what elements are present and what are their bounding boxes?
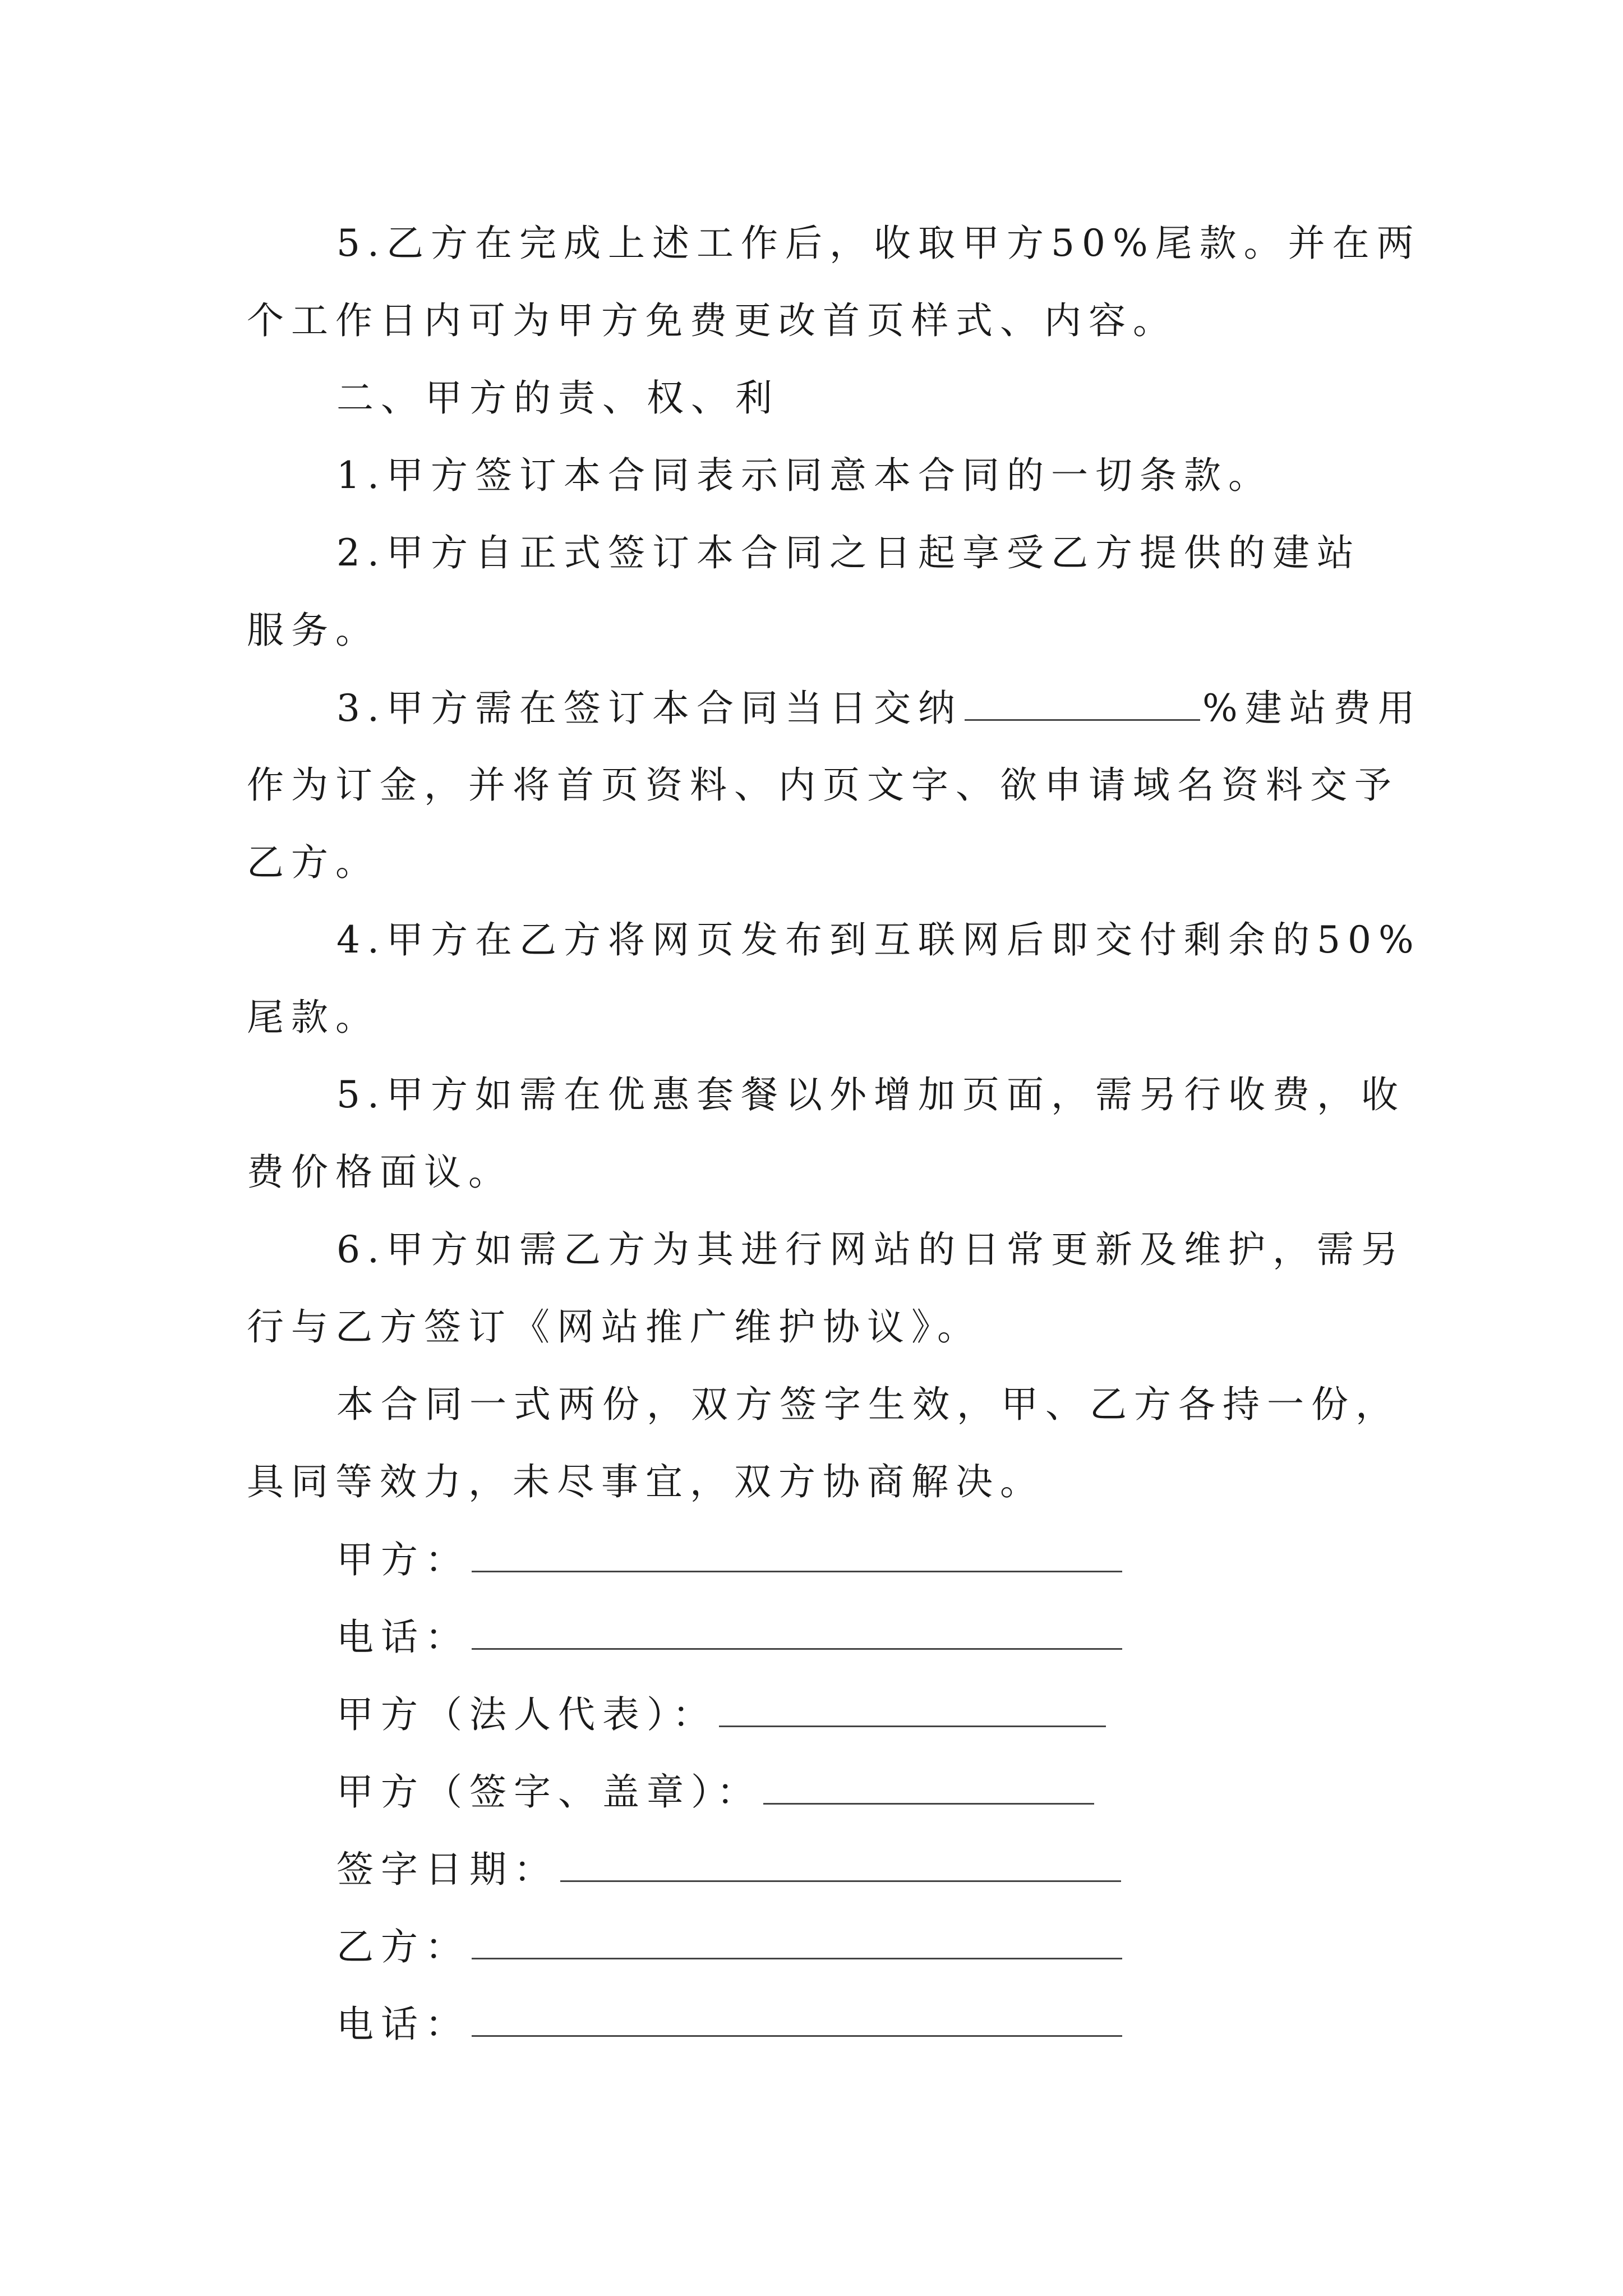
paragraph-line: 6.甲方如需乙方为其进行网站的日常更新及维护，需另: [336, 1228, 1405, 1271]
field-label: 甲方（签字、盖章）：: [336, 1770, 761, 1814]
field-label: 电话：: [336, 1616, 469, 1659]
signature-field-phone-b: [336, 2001, 1124, 2047]
signature-field-sign-seal: [336, 1769, 1096, 1815]
signature-field-party-b: [336, 1924, 1124, 1970]
phone-b-blank[interactable]: [472, 2001, 1122, 2037]
paragraph-text: 3.甲方需在签订本合同当日交纳: [336, 687, 962, 730]
paragraph-line: 服务。: [247, 609, 380, 652]
paragraph-line: 行与乙方签订《网站推广维护协议》。: [247, 1305, 981, 1349]
paragraph-line: 作为订金，并将首页资料、内页文字、欲申请域名资料交予: [247, 763, 1399, 807]
signature-field-party-a: [336, 1537, 1124, 1582]
paragraph-line: 5.乙方在完成上述工作后，收取甲方50%尾款。并在两: [336, 222, 1421, 265]
legal-rep-blank[interactable]: [719, 1692, 1106, 1727]
paragraph-text: %建站费用: [1202, 687, 1422, 730]
paragraph-line: 乙方。: [247, 841, 380, 884]
paragraph-line: 本合同一式两份，双方签字生效，甲、乙方各持一份，: [336, 1383, 1400, 1426]
paragraph-line: 费价格面议。: [247, 1151, 513, 1194]
sign-date-blank[interactable]: [560, 1847, 1121, 1882]
phone-a-blank[interactable]: [472, 1614, 1122, 1650]
section-heading: 二、甲方的责、权、利: [336, 376, 780, 420]
signature-field-legal-rep: [336, 1692, 1108, 1737]
paragraph-line: 尾款。: [247, 996, 380, 1039]
paragraph-line: 1.甲方签订本合同表示同意本合同的一切条款。: [336, 454, 1272, 497]
paragraph-line: [336, 685, 1422, 731]
paragraph-line: 个工作日内可为甲方免费更改首页样式、内容。: [247, 299, 1177, 342]
field-label: 乙方：: [336, 1925, 469, 1968]
signature-field-phone-a: [336, 1614, 1124, 1660]
paragraph-line: 5.甲方如需在优惠套餐以外增加页面，需另行收费，收: [336, 1073, 1405, 1116]
paragraph-line: 4.甲方在乙方将网页发布到互联网后即交付剩余的50%: [336, 918, 1421, 961]
paragraph-line: 2.甲方自正式签订本合同之日起享受乙方提供的建站: [336, 531, 1361, 574]
sign-seal-blank[interactable]: [763, 1769, 1094, 1805]
paragraph-line: 具同等效力，未尽事宜，双方协商解决。: [247, 1460, 1044, 1503]
party-b-blank[interactable]: [472, 1924, 1122, 1959]
percentage-blank[interactable]: [965, 685, 1200, 721]
field-label: 签字日期：: [336, 1848, 558, 1891]
field-label: 甲方（法人代表）：: [336, 1693, 717, 1736]
field-label: 电话：: [336, 2003, 469, 2046]
party-a-blank[interactable]: [472, 1537, 1122, 1572]
signature-field-sign-date: [336, 1847, 1123, 1892]
field-label: 甲方：: [336, 1538, 469, 1581]
